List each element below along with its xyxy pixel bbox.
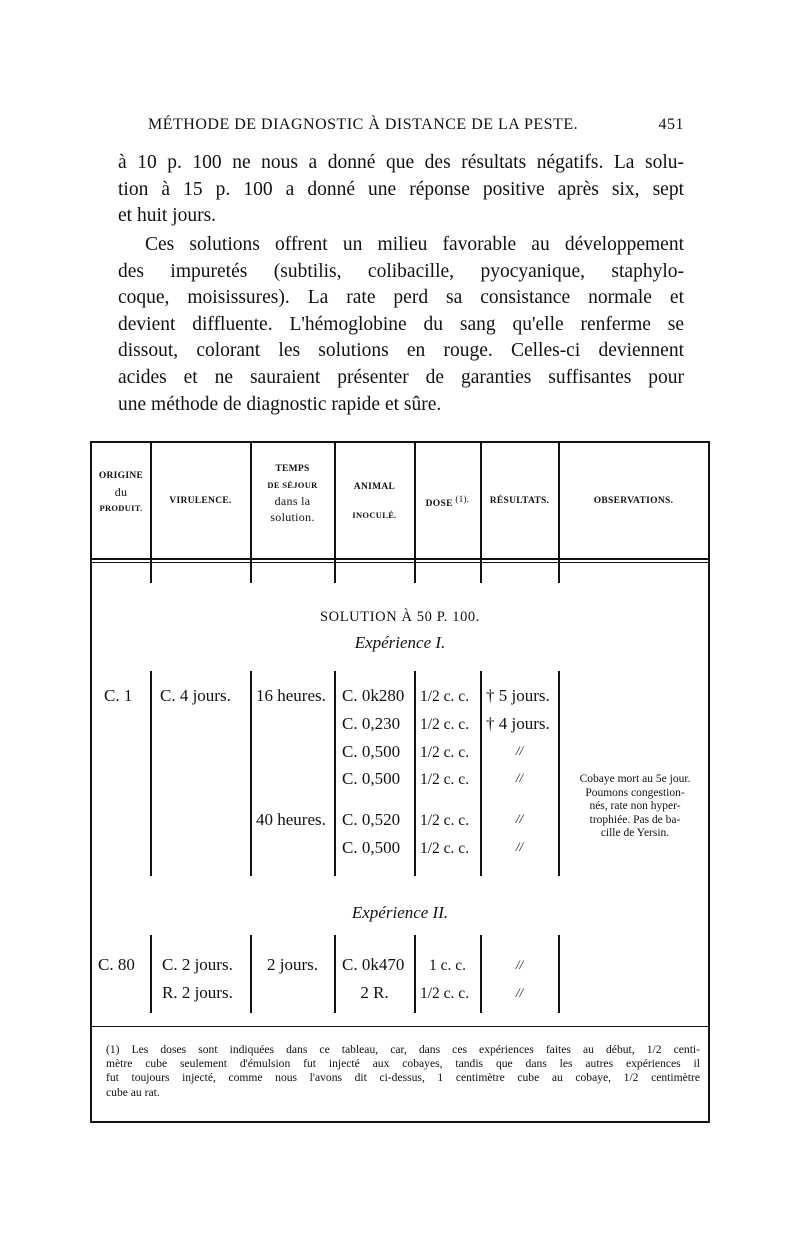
header-origine: ORIGINE du PRODUIT. xyxy=(98,471,144,513)
animal-cell: 2 R. xyxy=(360,983,389,1002)
dose-cell: 1/2 c. c. xyxy=(420,771,470,788)
text-line: Ces solutions offrent un milieu favorable au développement xyxy=(145,234,684,255)
observation-note: Cobaye mort au 5e jour. Poumons congestion- nés, rate non hyper- trophiée. Pas de ba- cille de Yersin. xyxy=(579,773,691,839)
virulence-cell: R. 2 jours. xyxy=(162,983,233,1002)
animal-cell: C. 0k470 xyxy=(342,955,405,974)
header-temps: TEMPS DE SÉJOUR dans la solution. xyxy=(267,464,318,524)
header-observations: OBSERVATIONS. xyxy=(593,496,674,506)
text-line: et huit jours. xyxy=(118,205,217,227)
results-table xyxy=(90,441,710,1123)
experience-1-title: Expérience I. xyxy=(354,633,446,652)
paragraph-2 xyxy=(118,232,684,418)
header-dose: DOSE $^{(1).}$ xyxy=(425,494,470,510)
temps-cell: 16 heures. xyxy=(256,686,326,705)
dose-cell: 1/2 c. c. xyxy=(420,812,470,829)
text-line: dissout, colorant les solutions en rouge. Celles-ci deviennent xyxy=(118,340,684,362)
col-divider xyxy=(150,935,152,1013)
resultat-cell: // xyxy=(515,985,524,1000)
resultat-cell: † 4 jours. xyxy=(486,714,550,733)
text-line: coque, moisissures). La rate perd sa consistance normale et xyxy=(118,287,684,309)
running-header xyxy=(148,116,684,142)
dose-cell: 1/2 c. c. xyxy=(420,688,470,705)
col-divider xyxy=(150,443,152,583)
paragraph-1 xyxy=(118,150,684,230)
running-title: MÉTHODE DE DIAGNOSTIC À DISTANCE DE LA PESTE. xyxy=(148,116,579,133)
animal-cell: C. 0,500 xyxy=(342,769,401,788)
temps-cell: 40 heures. xyxy=(256,810,326,829)
col-divider xyxy=(558,935,560,1013)
col-divider xyxy=(480,935,482,1013)
animal-cell: C. 0k280 xyxy=(342,686,405,705)
col-divider xyxy=(250,671,252,876)
resultat-cell: // xyxy=(515,770,524,785)
page-number: 451 xyxy=(658,116,684,133)
header-virulence: VIRULENCE. xyxy=(169,496,232,506)
animal-cell: C. 0,500 xyxy=(342,742,401,761)
animal-cell: C. 0,520 xyxy=(342,810,401,829)
dose-cell: 1/2 c. c. xyxy=(420,744,470,761)
resultat-cell: // xyxy=(515,811,524,826)
col-divider xyxy=(558,671,560,876)
temps-cell: 2 jours. xyxy=(267,955,318,974)
resultat-cell: † 5 jours. xyxy=(486,686,550,705)
text-line: acides et ne sauraient présenter de garanties suffisantes pour xyxy=(118,366,684,388)
header-resultats: RÉSULTATS. xyxy=(489,496,550,506)
header-rule-double xyxy=(92,562,708,563)
experience-2-title: Expérience II. xyxy=(351,903,449,922)
col-divider xyxy=(480,443,482,583)
animal-cell: C. 0,500 xyxy=(342,838,401,857)
resultat-cell: // xyxy=(515,957,524,972)
virulence-cell: C. 4 jours. xyxy=(160,686,231,705)
col-divider xyxy=(558,443,560,583)
col-divider xyxy=(334,671,336,876)
col-divider xyxy=(414,671,416,876)
origine-cell: C. 1 xyxy=(104,686,133,705)
dose-cell: 1/2 c. c. xyxy=(420,985,470,1002)
text-line: une méthode de diagnostic rapide et sûre. xyxy=(118,393,442,415)
animal-cell: C. 0,230 xyxy=(342,714,401,733)
origine-cell: C. 80 xyxy=(98,955,135,974)
dose-cell: 1/2 c. c. xyxy=(420,716,470,733)
solution-title: SOLUTION À 50 P. 100. xyxy=(319,609,481,625)
virulence-cell: C. 2 jours. xyxy=(162,955,233,974)
header-animal: ANIMAL INOCULÉ. xyxy=(352,482,397,520)
footnote: (1) Les doses sont indiquées dans ce tableau, car, dans ces expériences faites au début, 1/2 centi- mètre cube seulement d'émulsion fut injecté aux cobayes, tandis que dans les autres expériences il fut toujours injecté, comme nous l'avons dit ci-dessus, 1 centimètre cube au cobaye, 1/2 centimètre cube au rat. xyxy=(106,1043,700,1099)
col-divider xyxy=(414,443,416,583)
text-line: devient diffluente. L'hémoglobine du sang qu'elle renferme se xyxy=(118,313,684,335)
dose-cell: 1/2 c. c. xyxy=(420,840,470,857)
col-divider xyxy=(150,671,152,876)
header-rule xyxy=(92,558,708,560)
text-line: à 10 p. 100 ne nous a donné que des résultats négatifs. La solu- xyxy=(118,152,684,173)
text-line: des impuretés (subtilis, colibacille, pyocyanique, staphylo- xyxy=(118,260,684,282)
resultat-cell: // xyxy=(515,743,524,758)
text-line: tion à 15 p. 100 a donné une réponse positive après six, sept xyxy=(118,178,684,200)
resultat-cell: // xyxy=(515,839,524,854)
dose-cell: 1 c. c. xyxy=(428,957,466,974)
footnote-rule xyxy=(92,1026,708,1027)
